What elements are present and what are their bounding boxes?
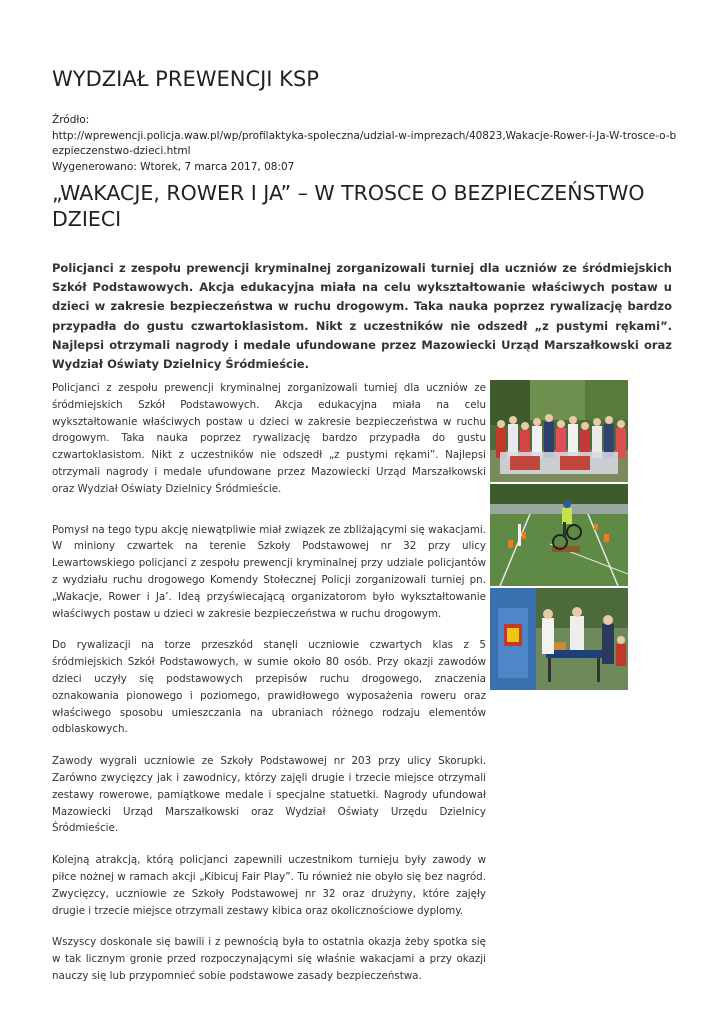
article-paragraph: Zawody wygrali uczniowie ze Szkoły Podstawowej nr 203 przy ulicy Skorupki. Zarówno zwycięzcy jak i zawodnicy, którzy zajęli drugie i trzecie miejsce otrzymali zestawy rowerowe, pamiątkowe medale i specjalne statuetki. Nagrody ufundował Mazowiecki Urząd Marszałkowski oraz Wydział Oświaty Urzędu Dzielnicy Śródmieście. bbox=[52, 755, 486, 835]
article-lead: Policjanci z zespołu prewencji kryminalnej zorganizowali turniej dla uczniów ze śródmiejskich Szkół Podstawowych. Akcja edukacyjna miała na celu wykształtowanie właściwych postaw u dzieci w zakresie bezpieczeństwa w ruchu drogowym. Taka nauka poprzez rywalizację bardzo przypadła do gustu czwartoklasistom. Nikt z uczestników nie odszedł „z pustymi rękami”. Najlepsi otrzymali nagrody i medale ufundowane przez Mazowiecki Urząd Marszałkowski oraz Wydział Oświaty Dzielnicy Śródmieście. bbox=[52, 261, 672, 372]
photo-group-children[interactable] bbox=[490, 380, 628, 482]
photo-award-ceremony[interactable] bbox=[490, 588, 628, 690]
article-paragraph: Policjanci z zespołu prewencji kryminalnej zorganizowali turniej dla uczniów ze śródmiejskich Szkół Podstawowych. Akcja edukacyjna miała na celu wykształtowanie właściwych postaw u dzieci w zakresie bezpieczeństwa w ruchu drogowym. Taka nauka poprzez rywalizację bardzo przypadła do gustu czwartoklasistom. Nikt z uczestników nie odszedł „z pustymi rękami”. Najlepsi otrzymali nagrody i medale ufundowane przez Mazowiecki Urząd Marszałkowski oraz Wydział Oświaty Dzielnicy Śródmieście. bbox=[52, 382, 486, 495]
source-url[interactable]: http://wprewencji.policja.waw.pl/wp/profilaktyka-spoleczna/udzial-w-imprezach/40823,Wakacje-Rower-i-Ja-W-trosce-o-bezpieczenstwo-dzieci.html bbox=[52, 129, 677, 157]
article-title: „WAKACJE, ROWER I JA” – W TROSCE O BEZPIECZEŃSTWO DZIECI bbox=[52, 181, 645, 231]
article-meta bbox=[52, 113, 682, 175]
article-paragraph: Do rywalizacji na torze przeszkód stanęli uczniowie czwartych klas z 5 śródmiejskich Szkół Podstawowych, w sumie około 80 osób. Przy okazji zawodów dzieci uczyły się podstawowych przepisów ruchu drogowego, znaczenia oznakowania pionowego i poziomego, prawidłowego wyposażenia roweru oraz właściwego sposobu umieszczania na ubraniach różnego rodzaju elementów odblaskowych. bbox=[52, 639, 486, 736]
article-paragraph: Pomysł na tego typu akcję niewątpliwie miał związek ze zbliżającymi się wakacjami. W miniony czwartek na terenie Szkoły Podstawowej nr 32 przy ulicy Lewartowskiego policjanci z zespołu prewencji kryminalnej przy udziale policjantów z wydziału ruchu drogowego Komendy Stołecznej Policji zorganizowali turniej pn. „Wakacje, Rower i Ja’. Ideą przyświecającą organizatorom było wykształtowanie właściwych postaw u dzieci w zakresie bezpieczeństwa w ruchu drogowym. bbox=[52, 523, 486, 620]
article-paragraph: Wszyscy doskonale się bawili i z pewnością była to ostatnia okazja żeby spotka się w tak licznym gronie przed rozpoczynającymi się właśnie wakacjami a przy okazji nauczy się lub przypomnieć sobie podstawowe zasady bezpieczeństwa. bbox=[52, 936, 486, 982]
generated-timestamp: Wygenerowano: Wtorek, 7 marca 2017, 08:07 bbox=[52, 160, 295, 173]
photo-gallery bbox=[490, 380, 628, 692]
source-label: Źródło: bbox=[52, 114, 90, 126]
article-paragraph: Kolejną atrakcją, którą policjanci zapewnili uczestnikom turnieju były zawody w piłce nożnej w ramach akcji „Kibicuj Fair Play”. Tu również nie obyło się bez nagród. Zwycięzcy, uczniowie ze Szkoły Podstawowej nr 32 oraz drużyny, które zajęły drugie i trzecie miejsce otrzymali zestawy kibica oraz okolicznościowe dyplomy. bbox=[52, 854, 486, 917]
site-title: WYDZIAŁ PREWENCJI KSP bbox=[52, 67, 319, 91]
article-body bbox=[52, 380, 486, 1000]
photo-bicycle-course[interactable] bbox=[490, 484, 628, 586]
